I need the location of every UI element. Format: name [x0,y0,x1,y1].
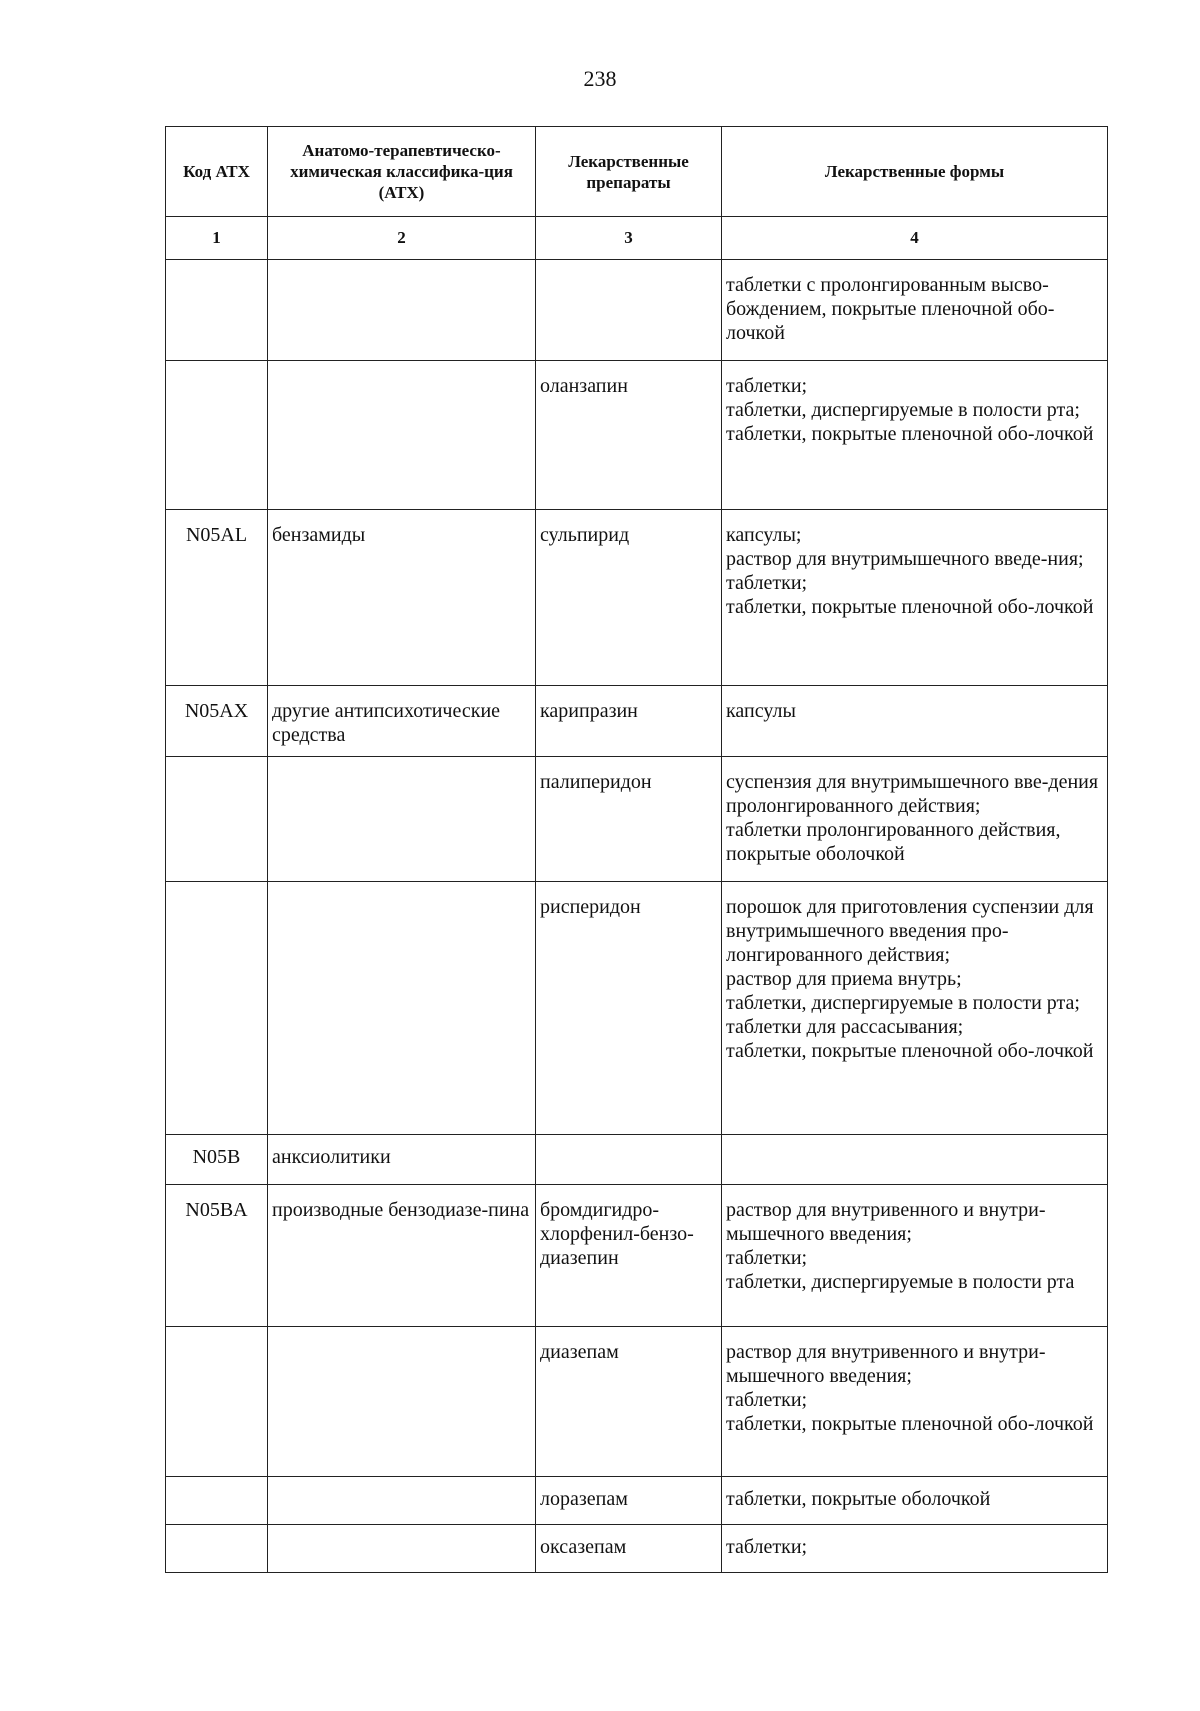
table-row [166,757,1108,882]
atc-code-cell [166,1525,268,1573]
dosage-form: капсулы; [726,524,802,546]
table-row [166,1477,1108,1525]
dosage-form: таблетки, покрытые пленочной обо-лочкой [726,1413,1094,1435]
atc-code-cell: N05AX [166,686,268,757]
atc-code-cell: N05BA [166,1185,268,1327]
dosage-form: таблетки; [726,1389,808,1411]
atc-code-cell [166,882,268,1135]
atc-code-cell [166,361,268,510]
dosage-form: таблетки, покрытые пленочной обо-лочкой [726,1040,1094,1062]
classification-cell [268,361,536,510]
drug-cell: сульпирид [536,510,722,686]
column-number: 4 [722,217,1108,260]
table-row [166,1525,1108,1573]
dosage-form: суспензия для внутримышечного вве-дения пролонгированного действия; [726,771,1099,817]
atc-code-cell [166,757,268,882]
dosage-form: раствор для внутривенного и внутри-мышечного введения; [726,1341,1046,1387]
dosage-form: таблетки, покрытые пленочной обо-лочкой [726,423,1094,445]
table-row [166,1327,1108,1477]
dosage-form: таблетки; [726,375,808,397]
drug-cell [536,1135,722,1185]
dosage-form: таблетки; [726,572,808,594]
forms-cell [722,686,1108,757]
forms-cell [722,1185,1108,1327]
dosage-form: раствор для внутримышечного введе-ния; [726,548,1084,570]
dosage-form: раствор для внутривенного и внутри-мышечного введения; [726,1199,1046,1245]
forms-cell [722,260,1108,361]
forms-cell [722,1525,1108,1573]
header-dosage-forms: Лекарственные формы [722,127,1108,217]
classification-cell: другие антипсихотические средства [268,686,536,757]
forms-cell [722,757,1108,882]
drug-cell: лоразепам [536,1477,722,1525]
dosage-form: таблетки, покрытые пленочной обо-лочкой [726,596,1094,618]
column-number: 2 [268,217,536,260]
drug-cell [536,260,722,361]
header-atc-code: Код АТХ [166,127,268,217]
page-number: 238 [583,66,617,91]
classification-cell: бензамиды [268,510,536,686]
drug-cell: оланзапин [536,361,722,510]
classification-cell [268,882,536,1135]
atc-code-cell [166,1477,268,1525]
column-number: 3 [536,217,722,260]
dosage-form: капсулы [726,700,796,722]
dosage-form: таблетки, покрытые оболочкой [726,1488,991,1510]
drug-cell: карипразин [536,686,722,757]
atc-code-cell [166,1327,268,1477]
atc-code-cell [166,260,268,361]
dosage-form: таблетки; [726,1247,808,1269]
forms-cell [722,1327,1108,1477]
header-atc-classification: Анатомо-терапевтическо-химическая классифика-ция (АТХ) [268,127,536,217]
dosage-form: порошок для приготовления суспензии для внутримышечного введения про-лонгированного действия; [726,896,1094,966]
dosage-form: таблетки с пролонгированным высво-бождением, покрытые пленочной обо-лочкой [726,274,1055,344]
forms-cell [722,1135,1108,1185]
table-row [166,882,1108,1135]
atc-code-cell: N05B [166,1135,268,1185]
drug-cell: оксазепам [536,1525,722,1573]
table-row [166,686,1108,757]
header-drugs: Лекарственные препараты [536,127,722,217]
classification-cell [268,260,536,361]
dosage-form: таблетки, диспергируемые в полости рта; [726,399,1080,421]
classification-cell: анксиолитики [268,1135,536,1185]
dosage-form: таблетки, диспергируемые в полости рта [726,1271,1075,1293]
classification-cell [268,1477,536,1525]
table-row [166,361,1108,510]
drug-cell: палиперидон [536,757,722,882]
dosage-form: таблетки, диспергируемые в полости рта; [726,992,1080,1014]
drug-cell: диазепам [536,1327,722,1477]
atc-code-cell: N05AL [166,510,268,686]
classification-cell [268,757,536,882]
table-row [166,260,1108,361]
forms-cell [722,1477,1108,1525]
forms-cell [722,361,1108,510]
table-row [166,510,1108,686]
table-row [166,1185,1108,1327]
drug-cell: рисперидон [536,882,722,1135]
classification-cell [268,1327,536,1477]
forms-cell [722,882,1108,1135]
table-row [166,1135,1108,1185]
dosage-form: раствор для приема внутрь; [726,968,962,990]
column-number: 1 [166,217,268,260]
table-header-row [166,127,1108,217]
dosage-form: таблетки; [726,1536,808,1558]
dosage-form: таблетки пролонгированного действия, покрытые оболочкой [726,819,1061,865]
column-number-row [166,217,1108,260]
dosage-form: таблетки для рассасывания; [726,1016,964,1038]
drug-cell: бромдигидро-хлорфенил-бензо-диазепин [536,1185,722,1327]
forms-cell [722,510,1108,686]
classification-cell: производные бензодиазе-пина [268,1185,536,1327]
classification-cell [268,1525,536,1573]
atc-drug-table [165,126,1108,1573]
